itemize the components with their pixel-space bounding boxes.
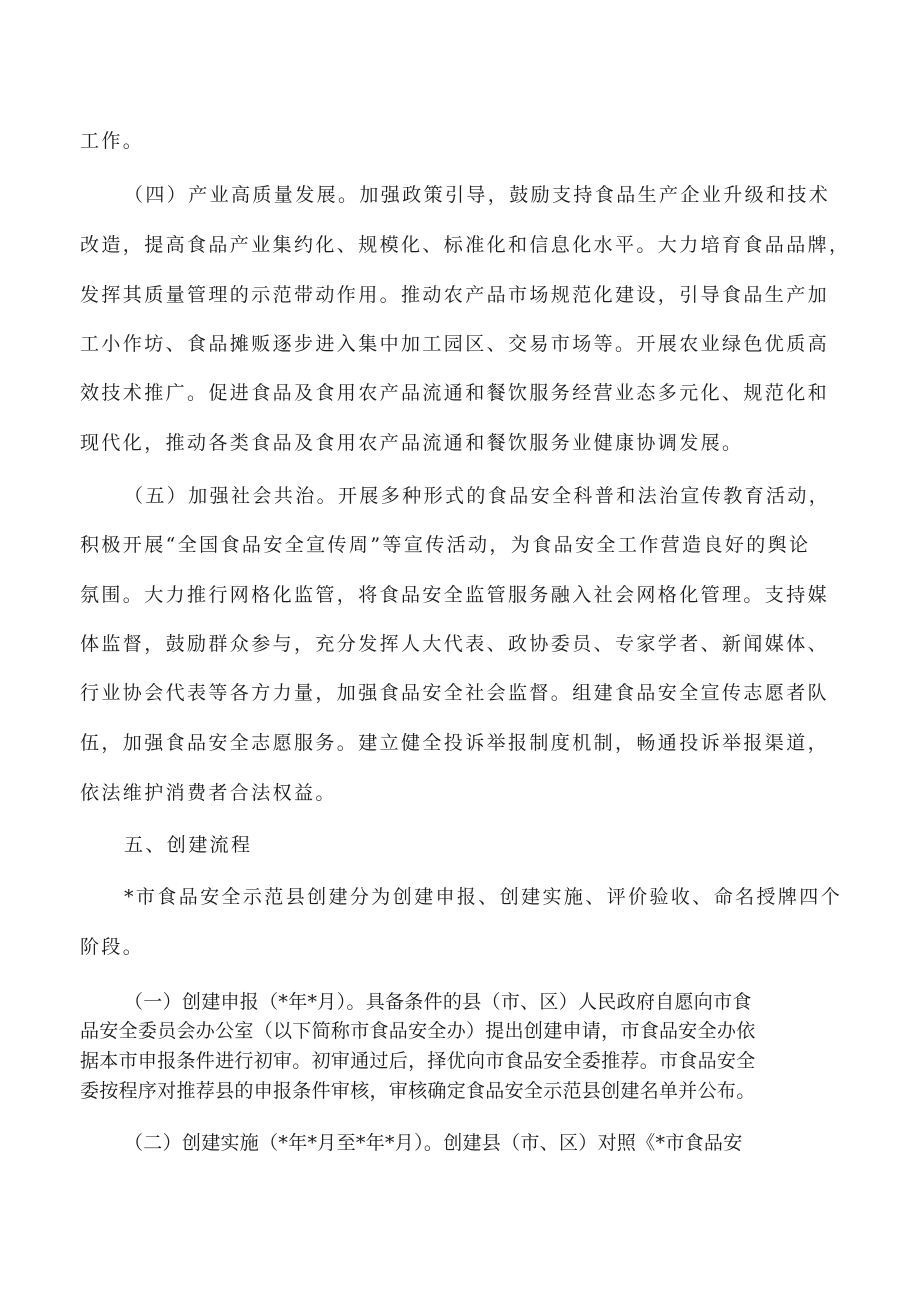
text-line: 工小作坊、食品摊贩逐步进入集中加工园区、交易市场等。开展农业绿色优质高 — [80, 333, 830, 355]
text-line: （五）加强社会共治。开展多种形式的食品安全科普和法治宣传教育活动， — [124, 485, 831, 507]
text-line: 效技术推广。促进食品及食用农产品流通和餐饮服务经营业态多元化、规范化和 — [80, 382, 830, 404]
text-line: 改造，提高食品产业集约化、规模化、标准化和信息化水平。大力培育食品品牌， — [80, 234, 851, 256]
text-line: 现代化，推动各类食品及食用农产品流通和餐饮服务业健康协调发展。 — [80, 432, 744, 454]
text-line: 工作。 — [80, 130, 145, 152]
text-line: （一）创建申报（*年*月）。具备条件的县（市、区）人民政府自愿向市食 — [124, 991, 752, 1013]
text-line: *市食品安全示范县创建分为创建申报、创建实施、评价验收、命名授牌四个 — [124, 886, 843, 908]
text-line: 发挥其质量管理的示范带动作用。推动农产品市场规范化建设，引导食品生产加 — [80, 284, 830, 306]
text-line: 依法维护消费者合法权益。 — [80, 782, 337, 804]
text-line: 积极开展“全国食品安全宣传周”等宣传活动，为食品安全工作营造良好的舆论 — [80, 534, 811, 556]
text-line: 行业协会代表等各方力量，加强食品安全社会监督。组建食品安全宣传志愿者队 — [80, 682, 830, 704]
text-line: 伍，加强食品安全志愿服务。建立健全投诉举报制度机制，畅通投诉举报渠道， — [80, 732, 830, 754]
text-line: 阶段。 — [80, 936, 145, 958]
section-heading: 五、创建流程 — [124, 834, 253, 856]
text-line: （四）产业高质量发展。加强政策引导，鼓励支持食品生产企业升级和技术 — [124, 184, 831, 206]
text-line: 委按程序对推荐县的申报条件审核，审核确定食品安全示范县创建名单并公布。 — [80, 1080, 756, 1102]
text-line: 据本市申报条件进行初审。初审通过后，择优向市食品安全委推荐。市食品安全 — [80, 1050, 756, 1072]
text-line: 体监督，鼓励群众参与，充分发挥人大代表、政协委员、专家学者、新闻媒体、 — [80, 633, 830, 655]
text-line: （二）创建实施（*年*月至*年*月）。创建县（市、区）对照《*市食品安 — [124, 1132, 743, 1154]
text-line: 氛围。大力推行网格化监管，将食品安全监管服务融入社会网格化管理。支持媒 — [80, 584, 830, 606]
text-line: 品安全委员会办公室（以下简称市食品安全办）提出创建申请，市食品安全办依 — [80, 1020, 756, 1042]
